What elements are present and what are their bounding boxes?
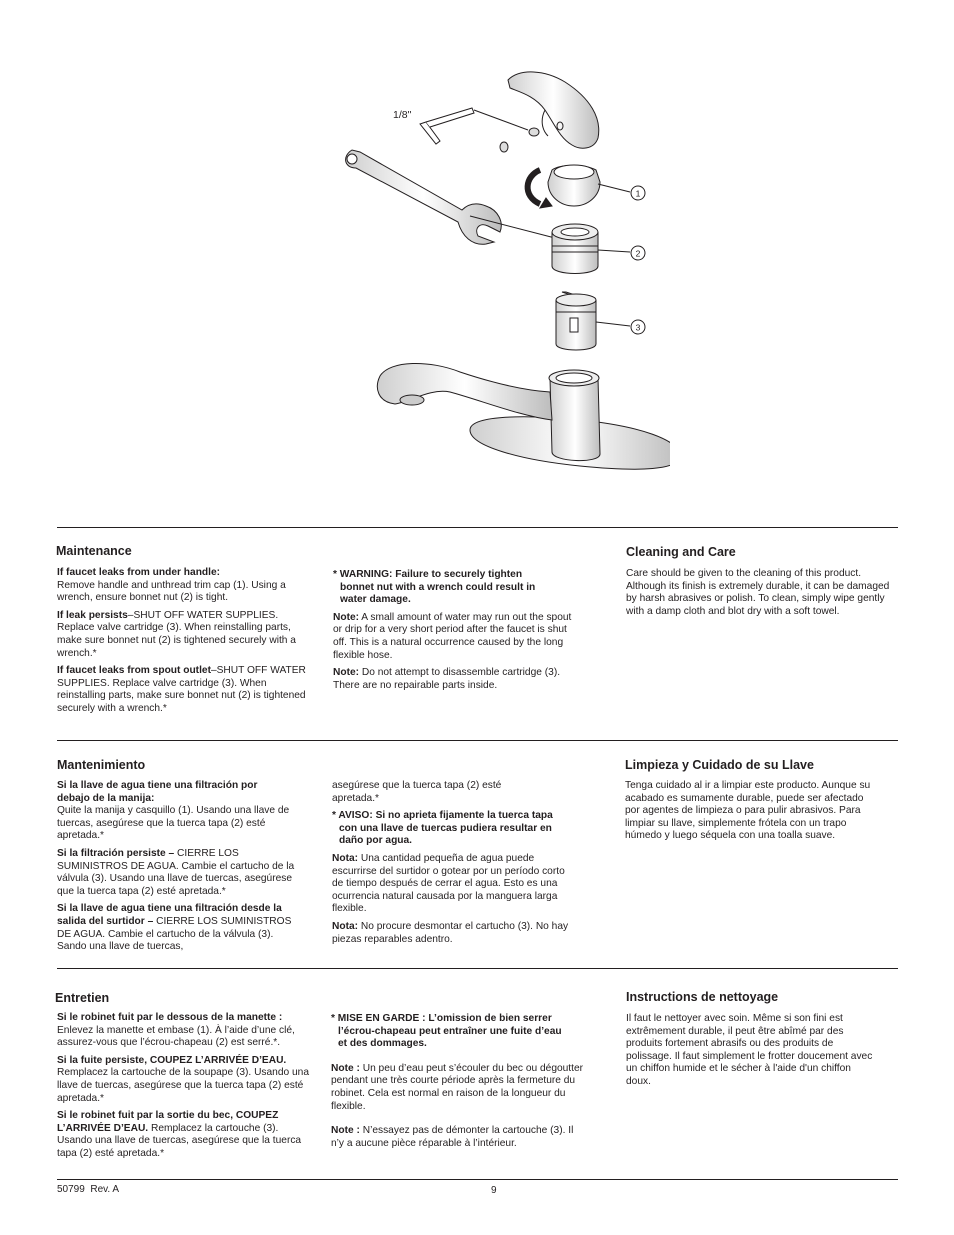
entretien-note2-text: N’essayez pas de démonter la cartouche (3). Il n’y a aucune pièce réparable à l’intérieur. <box>331 1125 574 1149</box>
maintenance-p1-bold: If faucet leaks from under handle: <box>57 567 221 578</box>
maintenance-note1-text: A small amount of water may run out the spout or drip for a very short period after the faucet is shut off. This is a natural occurrence caused by the long flexible hose. <box>333 611 572 661</box>
bonnet-nut-part <box>552 224 598 274</box>
maintenance-note1-label: Note: <box>333 611 360 623</box>
entretien-column-1 <box>57 1012 311 1166</box>
wrench-tool <box>346 150 555 244</box>
limpieza-heading: Limpieza y Cuidado de su Llave <box>625 758 814 772</box>
faucet-exploded-diagram <box>330 60 670 520</box>
document-number: 50799 Rev. A <box>57 1184 120 1195</box>
mantenimiento-note2-label: Nota: <box>332 920 359 932</box>
mantenimiento-column-2 <box>332 780 572 951</box>
mantenimiento-heading: Mantenimiento <box>57 758 146 772</box>
maintenance-note2-text: Do not attempt to disassemble cartridge (3). There are no repairable parts inside. <box>333 667 561 691</box>
maintenance-column-1 <box>57 567 307 721</box>
entretien-heading: Entretien <box>55 991 110 1005</box>
callout-2-label: 2 <box>635 248 641 259</box>
callout-3 <box>631 320 645 334</box>
footer-divider <box>57 1179 898 1180</box>
mantenimiento-p1-text: Quite la manija y casquillo (1). Usando una llave de tuercas, asegúrese que la tuerca tapa (2) esté apretada.* <box>57 805 290 842</box>
limpieza-text: Tenga cuidado al ir a limpiar este producto. Aunque su acabado es sumamente durable, puede ser afectado por agentes de limpieza o para pulir abrasivos. Para limpiar su llave, simplemente frótela con un trapo húmedo y luego séquela con una toalla suave. <box>625 780 871 842</box>
entretien-warning: * MISE EN GARDE : L’omission de bien serrer l’écrou-chapeau peut entraîner une fuite d’eau et des dommages. <box>331 1013 562 1050</box>
mantenimiento-note2-text: No procure desmontar el cartucho (3). No hay piezas reparables adentro. <box>332 920 569 945</box>
entretien-p1-text: Enlevez la manette et embase (1). À l’aide d’une clé, assurez-vous que l’écrou-chapeau (2) est serré.*. <box>57 1024 295 1049</box>
mantenimiento-p3-continued: asegúrese que la tuerca tapa (2) esté apretada.* <box>332 780 502 804</box>
maintenance-p3-bold: If faucet leaks from spout outlet <box>57 665 211 677</box>
section-divider <box>57 968 898 969</box>
entretien-p2-text: Remplacez la cartouche de la soupape (3). Usando una llave de tuercas, asegúrese que la tuerca tapa (2) esté apretada.* <box>57 1067 310 1104</box>
cleaning-care-heading: Cleaning and Care <box>626 545 736 559</box>
cleaning-care-text: Care should be given to the cleaning of this product. Although its finish is extremely durable, it can be damaged by harsh abrasives or polish. To clean, simply wipe gently with a damp cloth and blot dry with a soft towel. <box>626 568 890 617</box>
maintenance-p2-bold: If leak persists <box>57 609 128 621</box>
mantenimiento-column-1 <box>57 780 297 959</box>
entretien-p3-text: Remplacez la cartouche (3). Usando una llave de tuercas, asegúrese que la tuerca tapa (2) esté apretada.* <box>57 1122 302 1159</box>
mantenimiento-p2-bold: Si la filtración persiste – <box>57 847 175 859</box>
mantenimiento-note1-label: Nota: <box>332 852 359 864</box>
maintenance-column-2 <box>333 569 583 697</box>
nettoyage-text: Il faut le nettoyer avec soin. Même si son fini est extrêmement durable, il peut être abîmé par des produits fortement abrasifs ou des produits de polissage. Il faut simplement le frotter doucement avec un chiffon humide et le sécher à l'aide d'un chiffon doux. <box>626 1013 873 1087</box>
faucet-body-part <box>377 363 670 469</box>
callout-3-label: 3 <box>635 322 641 333</box>
nettoyage-heading: Instructions de nettoyage <box>626 990 779 1004</box>
entretien-p3-bold: Si le robinet fuit par la sortie du bec, COUPEZ L’ARRIVÉE D’EAU. <box>57 1110 279 1134</box>
callout-2 <box>631 246 645 260</box>
entretien-column-2 <box>331 1013 587 1155</box>
maintenance-p3-text: –SHUT OFF WATER SUPPLIES. Replace valve cartridge (3). When reinstalling parts, make sure bonnet nut (2) is tightened securely with a wrench.* <box>57 665 306 714</box>
handle-part <box>508 72 599 148</box>
maintenance-p2-text: –SHUT OFF WATER SUPPLIES. Replace valve cartridge (3). When reinstalling parts, make sure bonnet nut (2) is tightened securely with a wrench.* <box>57 609 296 659</box>
mantenimiento-p3-bold: Si la llave de agua tiene una filtración desde la salida del surtidor – <box>57 903 282 927</box>
mantenimiento-note1-text: Una cantidad pequeña de agua puede escurrirse del surtidor o gotear por un período corto de tiempo después de cerrar el agua. Esto es una ocurrencia natural causada por la manguera larga flexible. <box>332 852 565 915</box>
page-number: 9 <box>491 1185 497 1196</box>
hex-key-tool <box>420 108 528 144</box>
maintenance-heading: Maintenance <box>56 544 132 558</box>
maintenance-warning: * WARNING: Failure to securely tighten bonnet nut with a wrench could result in water damage. <box>333 569 536 606</box>
section-divider <box>57 527 898 528</box>
entretien-note1-text: Un peu d’eau peut s’écouler du bec ou dégoutter pendant une très courte période après la fermeture du robinet. Cela est normal en raison de la longueur du flexible. <box>331 1062 584 1112</box>
entretien-note2-label: Note : <box>331 1125 360 1137</box>
callout-1-label: 1 <box>635 188 641 199</box>
maintenance-p1-text: Remove handle and unthread trim cap (1). Using a wrench, ensure bonnet nut (2) is tight. <box>57 579 286 604</box>
mantenimiento-p2-text: CIERRE LOS SUMINISTROS DE AGUA. Cambie el cartucho de la válvula (3). Usando una llave de tuercas, asegúrese que la tuerca tapa (2) esté apretada.* <box>57 847 295 897</box>
mantenimiento-p3-text: CIERRE LOS SUMINISTROS DE AGUA. Cambie el cartucho de la válvula (3). Sando una llave de tuercas, <box>57 915 292 953</box>
entretien-p1-bold: Si le robinet fuit par le dessous de la manette : <box>57 1012 283 1023</box>
entretien-p2-bold: Si la fuite persiste, COUPEZ L’ARRIVÉE D’EAU. <box>57 1054 287 1066</box>
section-divider <box>57 740 898 741</box>
entretien-note1-label: Note : <box>331 1062 360 1074</box>
mantenimiento-warning: * AVISO: Si no aprieta fijamente la tuerca tapa con una llave de tuercas pudiera resultar en daño por agua. <box>332 810 553 847</box>
mantenimiento-p1-bold: Si la llave de agua tiene una filtración por debajo de la manija: <box>57 780 258 804</box>
trim-cap-part <box>548 165 600 206</box>
cartridge-part <box>556 292 596 350</box>
callout-1 <box>631 186 645 200</box>
hex-key-size-label: 1/8" <box>393 109 412 121</box>
maintenance-note2-label: Note: <box>333 667 360 679</box>
